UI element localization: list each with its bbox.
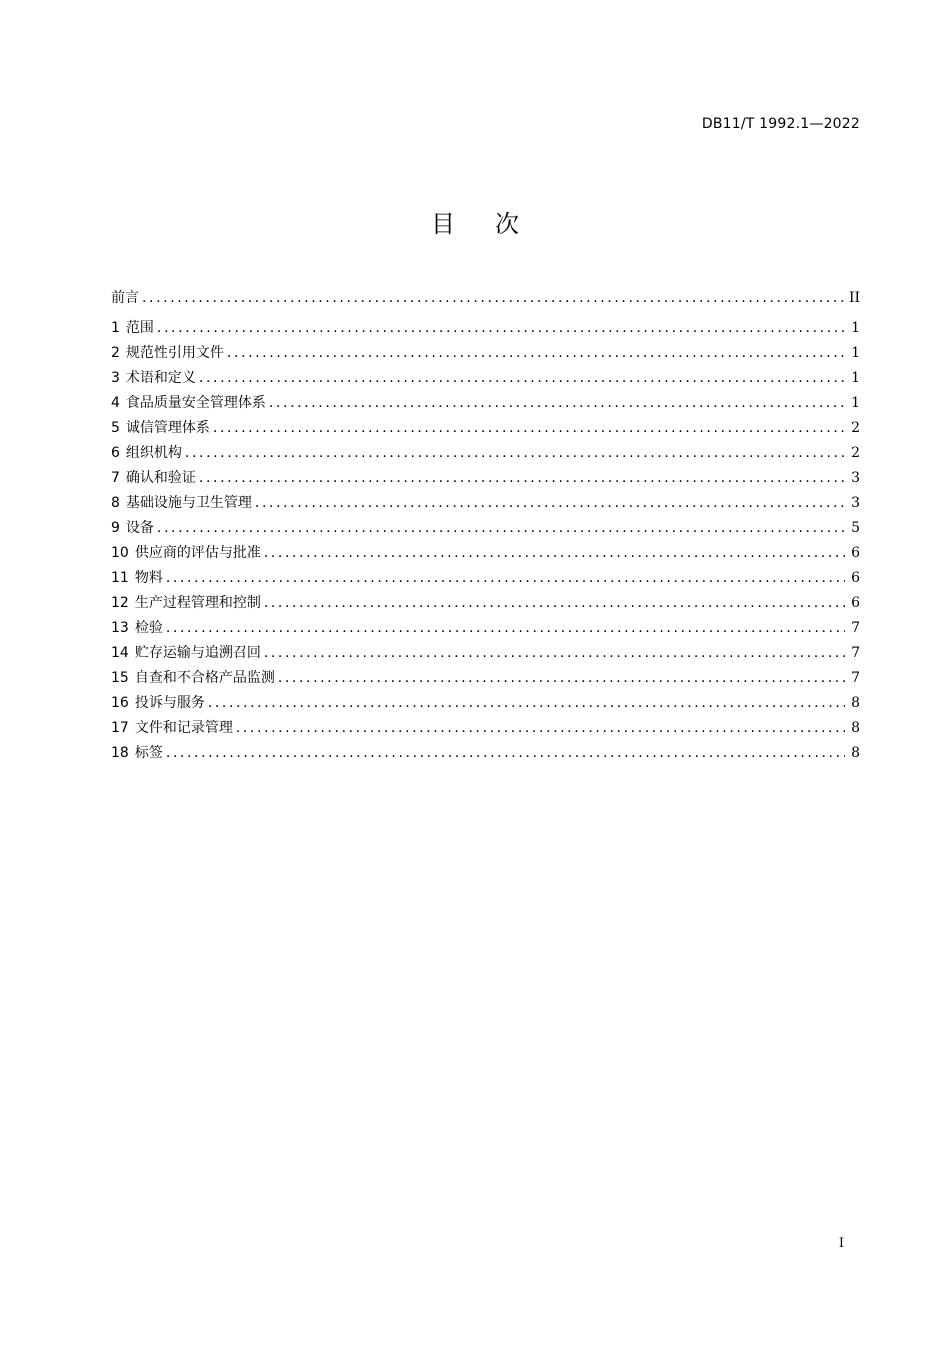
- toc-entry-label: 标签: [134, 745, 163, 761]
- toc-entry-page: 6: [851, 545, 860, 561]
- toc-leader-dots: [264, 541, 845, 566]
- toc-entry-number: 6: [111, 445, 120, 461]
- toc-entry[interactable]: [111, 491, 860, 516]
- toc-entry-label: 文件和记录管理: [134, 720, 233, 736]
- toc-entry-page: 3: [851, 470, 860, 486]
- toc-entry-label: 规范性引用文件: [125, 345, 224, 361]
- toc-entry-label: 生产过程管理和控制: [134, 595, 261, 611]
- toc-leader-dots: [278, 666, 845, 691]
- toc-entry-number: 11: [111, 570, 129, 586]
- toc-entry-label: 确认和验证: [125, 470, 196, 486]
- toc-entry-page: 2: [851, 420, 860, 436]
- toc-leader-dots: [269, 391, 845, 416]
- toc-entry-label: 诚信管理体系: [125, 420, 210, 436]
- toc-entry[interactable]: [111, 591, 860, 616]
- toc-entry-page: 7: [851, 620, 860, 636]
- toc-leader-dots: [166, 741, 845, 766]
- toc-entry[interactable]: [111, 516, 860, 541]
- toc-entry-page: 1: [851, 395, 860, 411]
- toc-leader-dots: [157, 516, 845, 541]
- toc-entry-page: 7: [851, 670, 860, 686]
- toc-leader-dots: [142, 286, 845, 311]
- toc-entry-page: 3: [851, 495, 860, 511]
- toc-entry-label: 基础设施与卫生管理: [125, 495, 252, 511]
- toc-list: [111, 286, 860, 766]
- toc-entry[interactable]: [111, 641, 860, 666]
- toc-entry-number: 13: [111, 620, 129, 636]
- toc-leader-dots: [227, 341, 845, 366]
- toc-entry-page: II: [848, 290, 860, 306]
- toc-entry-number: 16: [111, 695, 129, 711]
- toc-entry[interactable]: [111, 441, 860, 466]
- toc-entry-label: 自查和不合格产品监测: [134, 670, 275, 686]
- toc-entry-page: 2: [851, 445, 860, 461]
- toc-leader-dots: [157, 316, 845, 341]
- toc-entry-number: 5: [111, 420, 120, 436]
- toc-entry-number: 12: [111, 595, 129, 611]
- toc-entry-label: 范围: [125, 320, 154, 336]
- document-code: DB11/T 1992.1—2022: [701, 116, 860, 132]
- toc-entry[interactable]: [111, 691, 860, 716]
- toc-entry[interactable]: [111, 341, 860, 366]
- toc-entry-number: 4: [111, 395, 120, 411]
- toc-entry-number: 1: [111, 320, 120, 336]
- toc-leader-dots: [166, 566, 845, 591]
- toc-entry-number: 10: [111, 545, 129, 561]
- toc-entry-label: 食品质量安全管理体系: [125, 395, 266, 411]
- toc-leader-dots: [264, 591, 845, 616]
- toc-entry-page: 1: [851, 320, 860, 336]
- toc-leader-dots: [255, 491, 845, 516]
- toc-entry-page: 6: [851, 570, 860, 586]
- toc-entry-page: 5: [851, 520, 860, 536]
- toc-leader-dots: [166, 616, 845, 641]
- toc-entry-label: 组织机构: [125, 445, 182, 461]
- toc-entry-label: 供应商的评估与批准: [134, 545, 261, 561]
- toc-entry[interactable]: [111, 366, 860, 391]
- toc-entry-number: 7: [111, 470, 120, 486]
- toc-entry[interactable]: [111, 466, 860, 491]
- toc-entry-page: 1: [851, 370, 860, 386]
- toc-entry[interactable]: [111, 666, 860, 691]
- toc-entry-number: 15: [111, 670, 129, 686]
- toc-entry-page: 8: [851, 695, 860, 711]
- toc-entry[interactable]: [111, 316, 860, 341]
- toc-entry-number: 18: [111, 745, 129, 761]
- toc-leader-dots: [199, 366, 845, 391]
- toc-entry-label: 物料: [134, 570, 163, 586]
- toc-entry-page: 8: [851, 720, 860, 736]
- toc-entry-number: 3: [111, 370, 120, 386]
- toc-entry-label: 贮存运输与追溯召回: [134, 645, 261, 661]
- toc-leader-dots: [185, 441, 845, 466]
- toc-entry[interactable]: [111, 616, 860, 641]
- toc-entry[interactable]: [111, 541, 860, 566]
- toc-entry[interactable]: [111, 566, 860, 591]
- toc-entry-page: 1: [851, 345, 860, 361]
- toc-entry-page: 8: [851, 745, 860, 761]
- page-number: I: [838, 1236, 844, 1251]
- toc-entry-number: 2: [111, 345, 120, 361]
- toc-entry-page: 7: [851, 645, 860, 661]
- toc-entry-number: 17: [111, 720, 129, 736]
- toc-entry-number: 9: [111, 520, 120, 536]
- toc-entry[interactable]: [111, 416, 860, 441]
- toc-leader-dots: [213, 416, 845, 441]
- toc-leader-dots: [236, 716, 845, 741]
- toc-leader-dots: [208, 691, 845, 716]
- toc-entry[interactable]: [111, 391, 860, 416]
- toc-entry-label: 设备: [125, 520, 154, 536]
- toc-entry[interactable]: [111, 741, 860, 766]
- toc-entry-number: 8: [111, 495, 120, 511]
- toc-entry-number: 14: [111, 645, 129, 661]
- toc-entry-label: 检验: [134, 620, 163, 636]
- toc-leader-dots: [199, 466, 845, 491]
- toc-entry-label: 投诉与服务: [134, 695, 205, 711]
- toc-entry-label: 前言: [111, 290, 139, 306]
- toc-entry-label: 术语和定义: [125, 370, 196, 386]
- toc-leader-dots: [264, 641, 845, 666]
- toc-entry-page: 6: [851, 595, 860, 611]
- toc-title: 目次: [431, 210, 559, 238]
- toc-entry[interactable]: [111, 716, 860, 741]
- toc-entry-foreword[interactable]: [111, 286, 860, 311]
